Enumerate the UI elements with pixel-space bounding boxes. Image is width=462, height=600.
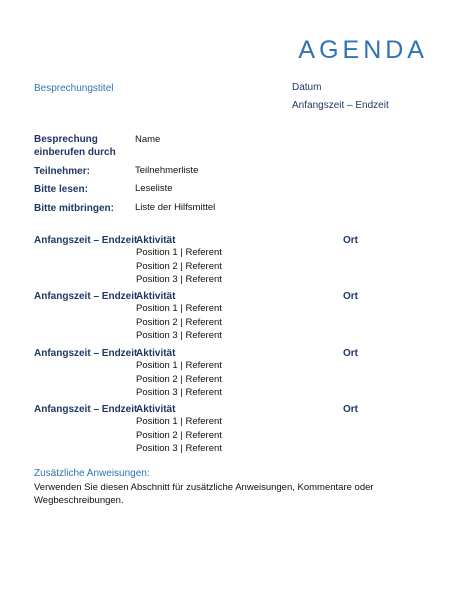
time-range: Anfangszeit – Endzeit [292,100,389,111]
additional-text: Verwenden Sie diesen Abschnitt für zusätzliche Anweisungen, Kommentare oder Wegbeschreibungen. [34,482,374,506]
list-item: Position 3 | Referent [136,387,222,399]
agenda-time: Anfangszeit – Endzeit [34,235,138,246]
list-item: Position 1 | Referent [136,247,222,258]
list-item: Position 1 | Referent [136,416,222,427]
list-item: Position 2 | Referent [136,429,222,441]
agenda-items [136,246,222,287]
detail-label-reading: Bitte lesen: [34,184,88,195]
agenda-location: Ort [343,404,358,415]
detail-value-participants: Teilnehmerliste [135,165,199,176]
date-label: Datum [292,82,322,93]
agenda-location: Ort [343,235,358,246]
meeting-title: Besprechungstitel [34,83,114,94]
agenda-items [136,415,222,456]
list-item: Position 2 | Referent [136,260,222,272]
detail-label-participants: Teilnehmer: [34,166,90,177]
agenda-location: Ort [343,291,358,302]
agenda-activity: Aktivität [136,348,176,359]
detail-label-bring: Bitte mitbringen: [34,203,114,214]
list-item: Position 3 | Referent [136,330,222,342]
agenda-time: Anfangszeit – Endzeit [34,291,138,302]
agenda-location: Ort [343,348,358,359]
agenda-items [136,302,222,343]
list-item: Position 2 | Referent [136,316,222,328]
detail-label-convened-by: Besprechung einberufen durch [34,134,116,158]
detail-value-convened-by: Name [135,134,161,145]
list-item: Position 2 | Referent [136,373,222,385]
list-item: Position 1 | Referent [136,360,222,371]
additional-heading: Zusätzliche Anweisungen: [34,468,150,479]
agenda-activity: Aktivität [136,404,176,415]
list-item: Position 3 | Referent [136,274,222,286]
agenda-time: Anfangszeit – Endzeit [34,348,138,359]
list-item: Position 1 | Referent [136,303,222,314]
agenda-activity: Aktivität [136,291,176,302]
agenda-activity: Aktivität [136,235,176,246]
list-item: Position 3 | Referent [136,443,222,455]
page-title: AGENDA [298,36,428,64]
agenda-time: Anfangszeit – Endzeit [34,404,138,415]
detail-value-bring: Liste der Hilfsmittel [135,202,216,213]
detail-value-reading: Leseliste [135,183,173,194]
agenda-items [136,359,222,400]
